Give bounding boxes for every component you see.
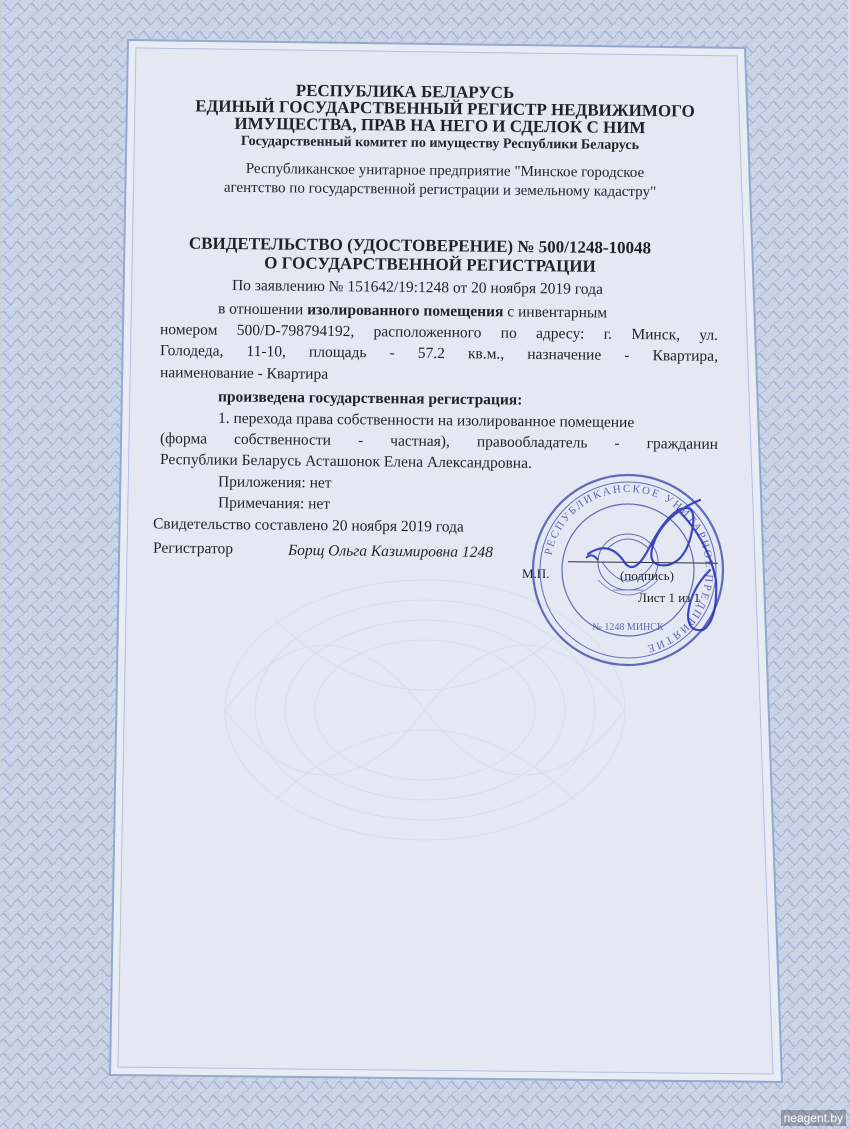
seal-ring-text: РЕСПУБЛИКАНСКОЕ УНИТАРНОЕ ПРЕДПРИЯТИЕ [542,482,716,655]
seal-bottom-text: № 1248 МИНСК [592,622,664,633]
object-line1-b: с инвентарным [503,303,608,322]
agency-line1: Республиканское унитарное предприятие "Минское городское [245,160,645,182]
header-registry-line2: ИМУЩЕСТВА, ПРАВ НА НЕГО И СДЕЛОК С НИМ [234,113,646,138]
notes: Примечания: нет [217,494,331,513]
object-type: изолированного помещения [307,301,504,321]
registration-item-line2: (форма собственности - частная), правообладатель - гражданин [159,430,719,453]
official-seal [528,470,728,670]
registration-item-line3: Республики Беларусь Асташонок Елена Александровна. [159,451,532,472]
header-country: РЕСПУБЛИКА БЕЛАРУСЬ [295,80,515,103]
sheet-number: Лист 1 из 1 [638,590,701,605]
object-line4: наименование - Квартира [159,364,329,383]
registration-heading: произведена государственная регистрация: [217,388,523,409]
site-watermark: neagent.by [781,1110,846,1126]
application-info: По заявлению № 151642/19:1248 от 20 ноября 2019 года [231,277,603,298]
agency-line2: агентство по государственной регистрации и земельному кадастру" [223,179,657,201]
attachments: Приложения: нет [217,473,332,492]
stamp-place-label: М.П. [522,566,550,581]
registrar-name: Борщ Ольга Казимировна 1248 [287,541,494,562]
registrar-label: Регистратор [152,539,234,558]
certificate-title: СВИДЕТЕЛЬСТВО (УДОСТОВЕРЕНИЕ) № 500/1248-10048 [188,233,652,258]
issued-date: Свидетельство составлено 20 ноября 2019 года [152,515,464,536]
header-committee: Государственный комитет по имуществу Республики Беларусь [240,133,640,154]
object-line1-a: в отношении [217,300,308,319]
registration-item-line1: 1. перехода права собственности на изолированное помещение [217,409,635,432]
object-line3: Голодеда, 11-10, площадь - 57.2 кв.м., назначение - Квартира, [159,342,719,365]
header-registry-line1: ЕДИНЫЙ ГОСУДАРСТВЕННЫЙ РЕГИСТР НЕДВИЖИМОГО [195,96,695,121]
certificate-subtitle: О ГОСУДАРСТВЕННОЙ РЕГИСТРАЦИИ [264,253,596,276]
signature-label: (подпись) [620,568,674,583]
object-line2: номером 500/D-798794192, расположенного по адресу: г. Минск, ул. [159,321,719,344]
